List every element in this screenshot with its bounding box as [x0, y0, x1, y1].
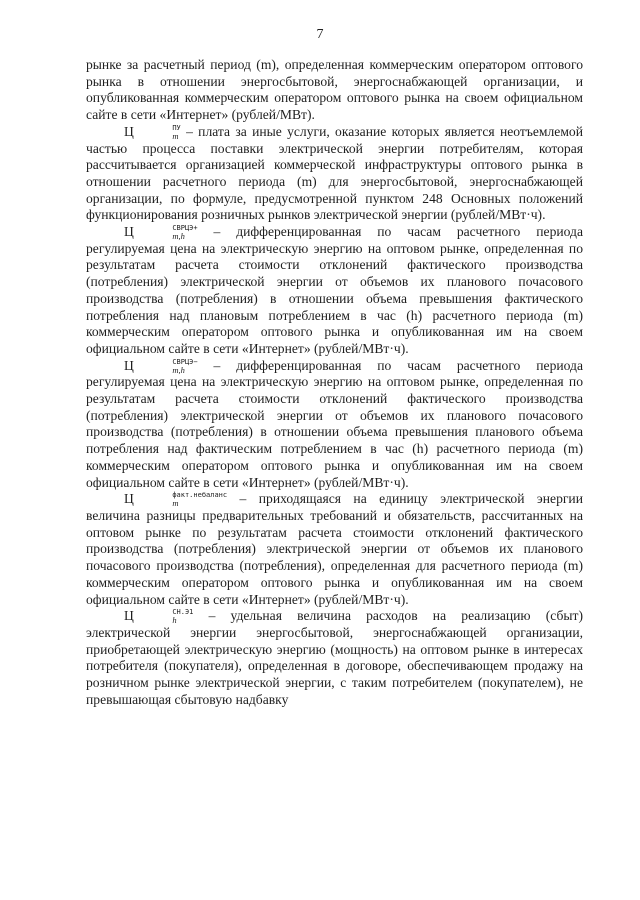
symbol-superscript: СВРЦЭ+ — [172, 224, 198, 233]
paragraph-text: рынке за расчетный период (m), определенная коммерческим оператором оптового рынка в отношении энергосбытовой, энергоснабжающей организации, и опубликованная коммерческим оператором оптового рынка на своем официальном сайте в сети «Интернет» (рублей/МВт). — [86, 57, 583, 123]
paragraph-text: – дифференцированная по часам расчетного периода регулируемая цена на электрическую энергию на оптовом рынке, определенная по результатам расчета стоимости отклонений фактического производства (потребления) электрической энергии от объемов их планового почасового производства (потребления) в отношении объема превышения фактического потребления над плановым потреблением в час (h) расчетного периода (m) коммерческим оператором оптового рынка и опубликованная им на своем официальном сайте в сети «Интернет» (рублей/МВт·ч). — [86, 224, 583, 356]
symbol-subscript: m,h — [172, 231, 185, 242]
symbol-subscript: m,h — [172, 364, 185, 375]
paragraph-continuation — [86, 57, 583, 124]
symbol-superscript: СН.Э1 — [172, 608, 194, 617]
formula-symbol — [124, 608, 194, 626]
paragraph-text: – плата за иные услуги, оказание которых является неотъемлемой частью процесса поставки электрической энергии потребителям, которая рассчитывается организацией коммерческой инфраструктуры оптового рынка в отношении расчетного периода (m) для энергосбытовой, энергоснабжающей организации, по формуле, предусмотренной пунктом 248 Основных положений функционирования розничных рынков электрической энергии (рублей/МВт·ч). — [86, 123, 583, 223]
paragraph-definition-sn-e1 — [86, 608, 583, 708]
formula-symbol — [124, 224, 198, 242]
symbol-superscript: факт.небаланс — [172, 491, 228, 500]
symbol-base: Ц — [124, 123, 134, 139]
paragraph-text: – приходящаяся на единицу электрической энергии величина разницы предварительных требований и обязательств, рассчитанных на оптовом рынке по результатам расчета стоимости отклонений фактического производства (потребления) электрической энергии от объемов их планового почасового производства (потребления), определенная для расчетного периода (m) коммерческим оператором оптового рынка и опубликованная им на своем официальном сайте в сети «Интернет» (рублей/МВт·ч). — [86, 491, 583, 607]
paragraph-definition-svrce-plus — [86, 224, 583, 358]
body-text — [86, 57, 583, 708]
paragraph-definition-pu — [86, 124, 583, 224]
symbol-superscript: ПУ — [172, 123, 181, 132]
symbol-subscript: h — [172, 615, 177, 626]
formula-symbol — [124, 124, 181, 139]
symbol-base: Ц — [124, 491, 134, 507]
formula-symbol — [124, 358, 198, 373]
symbol-base: Ц — [124, 357, 134, 373]
page-number: 7 — [316, 27, 324, 42]
paragraph-definition-fakt-nebalans — [86, 491, 583, 608]
paragraph-text: – дифференцированная по часам расчетного периода регулируемая цена на электрическую энергию на оптовом рынке, определенная по результатам расчета стоимости отклонений фактического производства (потребления) электрической энергии от объемов их планового почасового производства (потребления) в отношении объема превышения планового объема потребления над фактическим потреблением в час (h) расчетного периода (m) коммерческим оператором оптового рынка и опубликованная им на своем официальном сайте в сети «Интернет» (рублей/МВт·ч). — [86, 357, 583, 490]
symbol-superscript: СВРЦЭ− — [172, 357, 198, 366]
paragraph-definition-svrce-minus — [86, 358, 583, 492]
symbol-subscript: m — [172, 130, 179, 141]
formula-symbol — [124, 491, 228, 509]
paragraph-text: – удельная величина расходов на реализацию (сбыт) электрической энергии энергосбытовой, энергоснабжающей организации, приобретающей электрическую энергию (мощность) на оптовом рынке в интересах потребителя (покупателя), определенная в договоре, обеспечивающем продажу на розничном рынке электрической энергии, с таким потребителем (покупателем), не превышающая сбытовую надбавку — [86, 608, 583, 707]
symbol-base: Ц — [124, 608, 134, 624]
symbol-base: Ц — [124, 224, 134, 240]
symbol-subscript: m — [172, 498, 179, 509]
